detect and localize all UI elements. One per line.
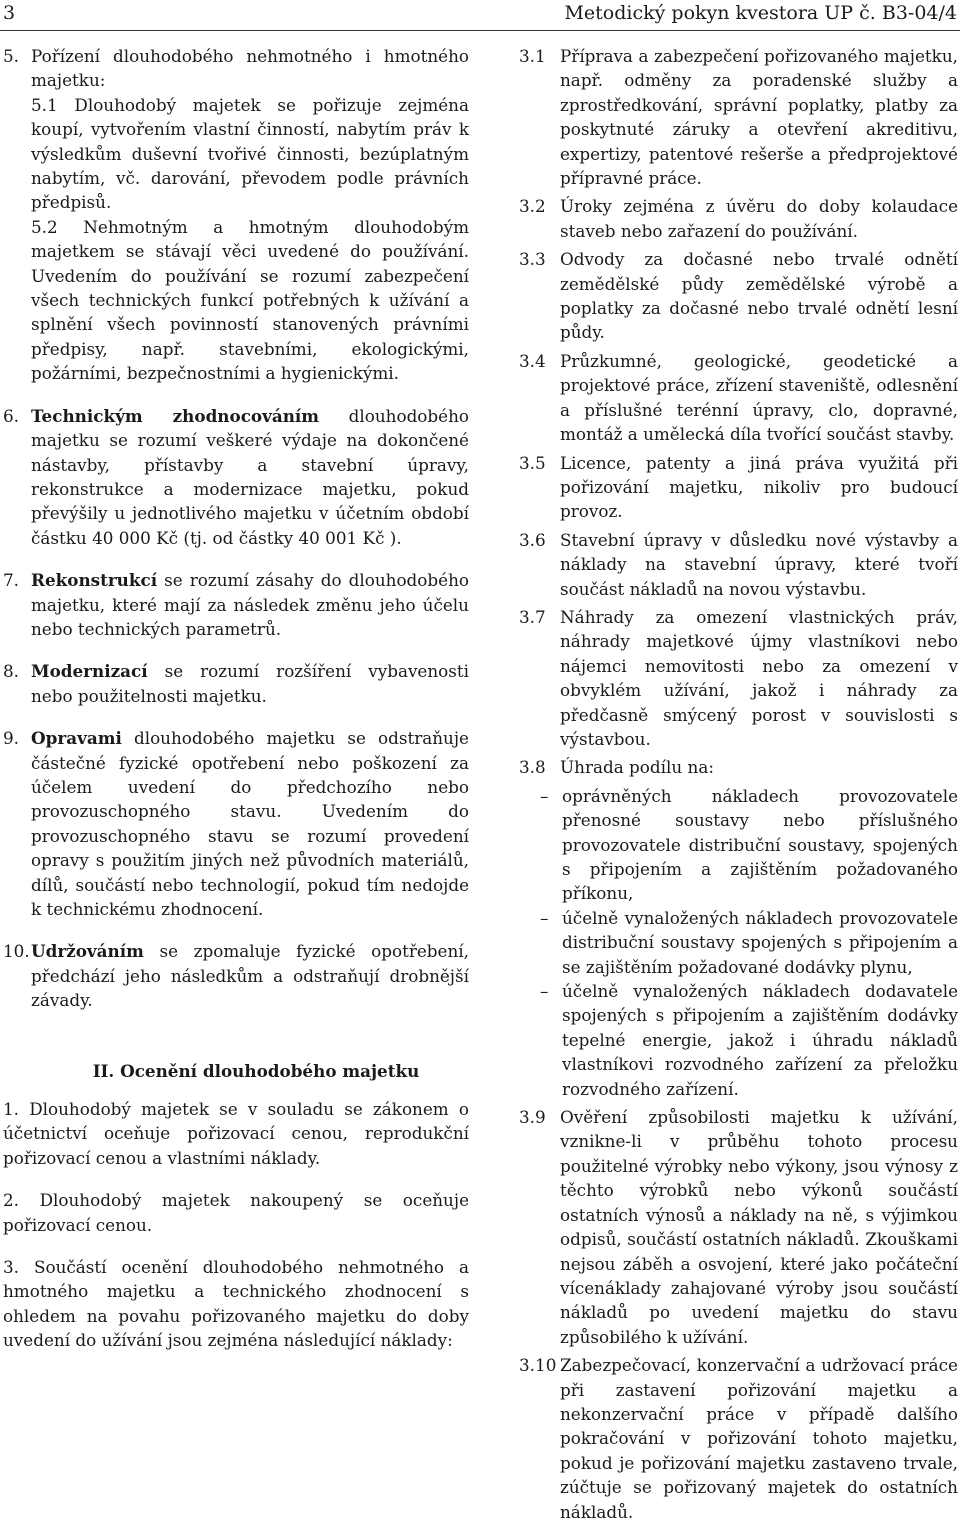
item-text: Ověření způsobilosti majetku k užívání, vznikne-li v průběhu tohoto procesu použitelné výrobky nebo výkony, jsou výnosy z těchto výrobků nebo výkonů součástí ostatních výnosů a náklady na ně, s výjimkou odpisů, součástí ostatních nákladů. Zkouškami nejsou záběh a osvojení, které jako počáteční vícenáklady zahajované výroby jsou součástí nákladů po uvedení majetku do stavu způsobilého k užívání. [560,1107,958,1347]
definition-text: se rozumí rozšíření vybavenosti nebo použitelnosti majetku. [31,661,469,706]
item-number: 3.4 [519,350,546,371]
dash-list-item [502,906,958,979]
paragraph-5-1: 5.1 Dlouhodobý majetek se pořizuje zejména koupí, vytvořením vlastní činností, nabytím práv k výsledkům duševní tvořivé činnosti, bezúplatným nabytím, vč. darování, převodem podle právních předpisů. [31,94,469,213]
section-5 [3,44,469,386]
definition-text: dlouhodobého majetku se rozumí veškeré výdaje na dokončené nástavby, přístavby a stavební úpravy, rekonstrukce a modernizace majetku, pokud převýšily u jednotlivého majetku v účetním období částku 40 000 Kč (tj. od částky 40 001 Kč ). [31,405,469,548]
defined-term: Technickým zhodnocováním [31,405,320,426]
item-number: 3.3 [519,249,546,270]
list-item [502,194,958,243]
list-item [502,247,958,345]
page-number: 3 [3,2,16,24]
paragraph-5-2: 5.2 Nehmotným a hmotným dlouhodobým majetkem se stávají věci uvedené do používání. Uvedením do používání se rozumí zabezpečení všech technických funkcí potřebných k užívání a splnění všech povinností stanovených právními předpisy, např. stavebními, ekologickými, požárními, bezpečnostními a hygienickými. [31,216,469,384]
section-number: 6. [3,405,20,426]
section-8 [3,659,469,708]
item-text: Licence, patenty a jiná práva využitá při pořizování majetku, nikoliv pro budoucí provoz. [560,452,958,522]
valuation-item-3: 3. Součástí ocenění dlouhodobého nehmotného a hmotného majetku a technického zhodnocení s ohledem na povahu pořizovaného majetku do doby uvedení do užívání jsou zejména následující náklady: [3,1257,469,1351]
definition-text: dlouhodobého majetku se odstraňuje částečné fyzické opotřebení nebo poškození za účelem uvedení do předchozího nebo provozuschopného stavu. Uvedením do provozuschopného stavu se rozumí provedení opravy s použitím jiných než původních materiálů, dílů, součástí nebo technologií, pokud tím nedojde k technickému zhodnocení. [31,728,469,919]
defined-term: Rekonstrukcí [31,570,158,591]
defined-term: Opravami [31,728,122,749]
valuation-item-1: 1. Dlouhodobý majetek se v souladu se zákonem o účetnictví oceňuje pořizovací cenou, reprodukční pořizovací cenou a vlastními náklady. [3,1099,469,1168]
section-6 [3,404,469,550]
item-number: 3.1 [519,46,546,66]
item-text: Náhrady za omezení vlastnických práv, náhrady majetkové újmy vlastníkovi nebo nájemci nemovitosti nebo za omezení v obvyklém užívání, jakož i náhrady za předčasně smýcený porost v souvislosti s výstavbou. [560,606,958,749]
item-text: Stavební úpravy v důsledku nové výstavby a náklady na stavební úpravy, které tvoří součást nákladů na novou výstavbu. [560,529,958,599]
dash-bullet: – [540,785,549,806]
dash-bullet: – [540,981,549,1002]
section-number: 8. [3,661,20,682]
item-text: Příprava a zabezpečení pořizovaného majetku, např. odměny za poradenské služby a zprostředkování, správní poplatky, platby za poskytnuté záruky a otevření akreditivu, expertizy, patentové rešerše a předprojektové přípravné práce. [560,46,958,189]
item-number: 3.5 [519,452,546,473]
list-item [502,44,958,190]
left-column [3,44,469,1353]
section-9 [3,726,469,921]
section-heading-valuation: II. Ocenění dlouhodobého majetku [92,1060,420,1081]
item-number: 3.6 [519,529,546,550]
item-number: 3.7 [519,606,546,627]
list-item [502,605,958,751]
section-number: 5. [3,46,20,66]
section-10 [3,939,469,1012]
page-header [0,0,960,34]
section-number: 10. [3,941,30,962]
list-item [502,349,958,447]
dash-item-text: oprávněných nákladech provozovatele přenosné soustavy nebo příslušného provozovatele distribuční soustavy, spojených s připojením a zajištěním požadovaného příkonu, [562,785,958,904]
item-text: Úhrada podílu na: [560,757,714,778]
list-item [502,1105,958,1349]
dash-item-text: účelně vynaložených nákladech provozovatele distribuční soustavy spojených s připojením a se zajištěním požadované dodávky plynu, [562,907,958,977]
list-item [502,528,958,601]
item-text: Průzkumné, geologické, geodetické a projektové práce, zřízení staveniště, odlesnění a příslušné terénní úpravy, clo, dopravné, montáž a umělecká díla tvořící součást stavby. [560,350,958,445]
running-title: Metodický pokyn kvestora UP č. B3-04/4 [564,2,957,24]
defined-term: Udržováním [31,941,144,962]
item-number: 3.10 [519,1355,557,1376]
section-7 [3,568,469,641]
section-number: 7. [3,570,20,591]
section-title: Pořízení dlouhodobého nehmotného i hmotného majetku: [31,46,469,91]
header-rule [0,30,960,31]
right-column [502,44,958,1528]
dash-list-item [502,784,958,906]
valuation-item-2: 2. Dlouhodobý majetek nakoupený se oceňuje pořizovací cenou. [3,1190,469,1235]
item-number: 3.9 [519,1107,546,1128]
list-item [502,1353,958,1524]
section-number: 9. [3,728,20,749]
item-text: Odvody za dočasné nebo trvalé odnětí zemědělské půdy zemědělské výrobě a poplatky za dočasné nebo trvalé odnětí lesní půdy. [560,249,958,343]
dash-item-text: účelně vynaložených nákladech dodavatele spojených s připojením a zajištěním dodávky tepelné energie, jakož i úhradu nákladů vlastníkovi rozvodného zařízení za přeložku rozvodného zařízení. [562,981,958,1099]
dash-bullet: – [540,907,549,928]
item-number: 3.2 [519,196,546,217]
dash-list-item [502,979,958,1101]
definition-text: se zpomaluje fyzické opotřebení, předchází jeho následkům a odstraňují drobnější závady. [31,941,469,1011]
defined-term: Modernizací [31,661,148,682]
item-text: Úroky zejména z úvěru do doby kolaudace staveb nebo zařazení do používání. [560,196,958,241]
list-item [502,755,958,779]
item-number: 3.8 [519,757,546,778]
list-item [502,451,958,524]
definition-text: se rozumí zásahy do dlouhodobého majetku, které mají za následek změnu jeho účelu nebo technických parametrů. [31,570,469,639]
item-text: Zabezpečovací, konzervační a udržovací práce při zastavení pořizování majetku a nekonzervační práce v případě dalšího pokračování v pořizování tohoto majetku, pokud je pořizování majetku zastaveno trvale, zúčtuje se pořizovaný majetek do ostatních nákladů. [560,1355,958,1522]
